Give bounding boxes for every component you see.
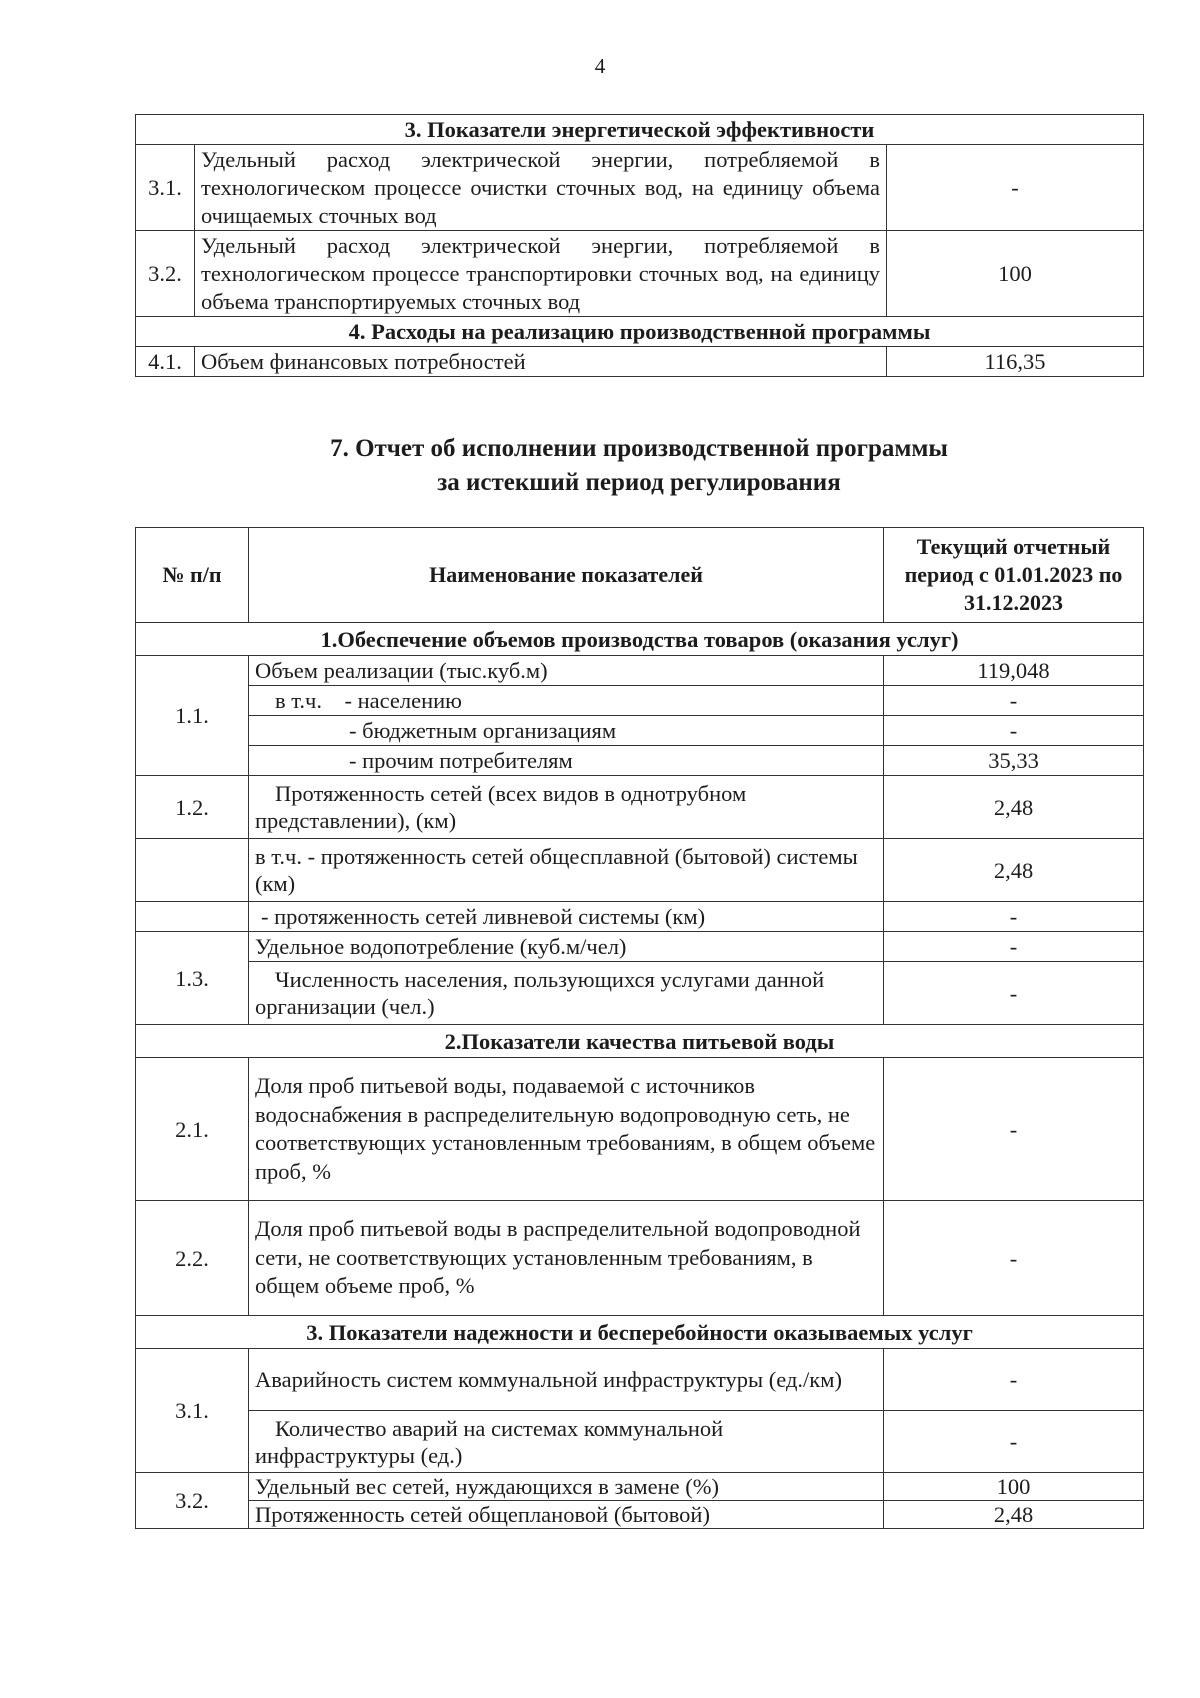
table-row: [136, 716, 1144, 746]
row-name: - протяженность сетей ливневой системы (км): [249, 902, 884, 932]
table-row: [136, 1349, 1144, 1411]
table-row: [136, 686, 1144, 716]
table-row: [136, 1201, 1144, 1316]
row-number-empty: [136, 839, 249, 902]
report-heading-line1: 7. Отчет об исполнении производственной программы: [330, 435, 948, 462]
table-row: [136, 145, 1144, 231]
report-table: [135, 527, 1144, 1529]
report-heading-line2: за истекший период регулирования: [437, 469, 841, 496]
section-row: [136, 1025, 1144, 1058]
row-name: Удельный расход электрической энергии, потребляемой в технологическом процессе очистки сточных вод, на единицу объема очищаемых сточных вод: [195, 145, 887, 231]
row-name: в т.ч. - населению: [249, 686, 884, 716]
row-number: 3.1.: [136, 1349, 249, 1473]
table-row: [136, 962, 1144, 1025]
table-row: [136, 1501, 1144, 1529]
row-value: 2,48: [884, 776, 1144, 839]
section-row: [136, 1316, 1144, 1349]
row-value: -: [884, 932, 1144, 962]
header-name: Наименование показателей: [249, 528, 884, 623]
row-value: 2,48: [884, 1501, 1144, 1529]
row-number: 1.1.: [136, 656, 249, 776]
row-value: -: [884, 1411, 1144, 1473]
row-name: в т.ч. - протяженность сетей общесплавной (бытовой) системы (км): [249, 839, 884, 902]
table-row: [136, 1411, 1144, 1473]
row-value: -: [884, 1349, 1144, 1411]
section-row: [136, 317, 1144, 347]
row-name: Объем реализации (тыс.куб.м): [249, 656, 884, 686]
section-title: 1.Обеспечение объемов производства товаров (оказания услуг): [136, 623, 1144, 656]
header-period: Текущий отчетный период с 01.01.2023 по 31.12.2023: [884, 528, 1144, 623]
row-value: 116,35: [887, 347, 1144, 377]
row-number: 1.2.: [136, 776, 249, 839]
table-header: [136, 528, 1144, 623]
row-value: -: [884, 1058, 1144, 1201]
row-name: Протяженность сетей общеплановой (бытовой): [249, 1501, 884, 1529]
row-value: 100: [884, 1473, 1144, 1501]
row-name: Численность населения, пользующихся услугами данной организации (чел.): [249, 962, 884, 1025]
row-name: - бюджетным организациям: [249, 716, 884, 746]
table-row: [136, 347, 1144, 377]
row-value: -: [887, 145, 1144, 231]
row-value: 2,48: [884, 839, 1144, 902]
row-name: Доля проб питьевой воды, подаваемой с источников водоснабжения в распределительную водопроводную сеть, не соответствующих установленным требованиям, в общем объеме проб, %: [249, 1058, 884, 1201]
table-row: [136, 1473, 1144, 1501]
row-number: 3.2.: [136, 1473, 249, 1529]
section-title: 4. Расходы на реализацию производственной программы: [136, 317, 1144, 347]
row-value: -: [884, 962, 1144, 1025]
row-number: 1.3.: [136, 932, 249, 1025]
table-row: [136, 1058, 1144, 1201]
row-number: 2.1.: [136, 1058, 249, 1201]
table-row: [136, 932, 1144, 962]
table-row: [136, 746, 1144, 776]
row-name: Протяженность сетей (всех видов в однотрубном представлении), (км): [249, 776, 884, 839]
row-value: 119,048: [884, 656, 1144, 686]
report-heading: [135, 432, 1143, 500]
page-number: 4: [594, 54, 606, 78]
table-row: [136, 839, 1144, 902]
section-row: [136, 623, 1144, 656]
row-number: 3.1.: [136, 145, 195, 231]
section-title: 2.Показатели качества питьевой воды: [136, 1025, 1144, 1058]
section-title: 3. Показатели энергетической эффективности: [136, 115, 1144, 145]
row-name: Удельный вес сетей, нуждающихся в замене (%): [249, 1473, 884, 1501]
row-number: 4.1.: [136, 347, 195, 377]
row-name: Аварийность систем коммунальной инфраструктуры (ед./км): [249, 1349, 884, 1411]
table-row: [136, 776, 1144, 839]
row-number: 3.2.: [136, 231, 195, 317]
table-row: [136, 656, 1144, 686]
row-number-empty: [136, 902, 249, 932]
row-name: Количество аварий на системах коммунальной инфраструктуры (ед.): [249, 1411, 884, 1473]
section-row: [136, 115, 1144, 145]
row-name: Доля проб питьевой воды в распределительной водопроводной сети, не соответствующих установленным требованиям, в общем объеме проб, %: [249, 1201, 884, 1316]
row-value: 35,33: [884, 746, 1144, 776]
row-name: Удельный расход электрической энергии, потребляемой в технологическом процессе транспортировки сточных вод, на единицу объема транспортируемых сточных вод: [195, 231, 887, 317]
row-value: -: [884, 902, 1144, 932]
row-value: 100: [887, 231, 1144, 317]
row-name: Удельное водопотребление (куб.м/чел): [249, 932, 884, 962]
row-value: -: [884, 716, 1144, 746]
row-name: Объем финансовых потребностей: [195, 347, 887, 377]
section-title: 3. Показатели надежности и бесперебойности оказываемых услуг: [136, 1316, 1144, 1349]
row-value: -: [884, 1201, 1144, 1316]
row-value: -: [884, 686, 1144, 716]
table-row: [136, 231, 1144, 317]
row-number: 2.2.: [136, 1201, 249, 1316]
table-row: [136, 902, 1144, 932]
row-name: - прочим потребителям: [249, 746, 884, 776]
table-continuation: [135, 114, 1144, 377]
header-num: № п/п: [136, 528, 249, 623]
